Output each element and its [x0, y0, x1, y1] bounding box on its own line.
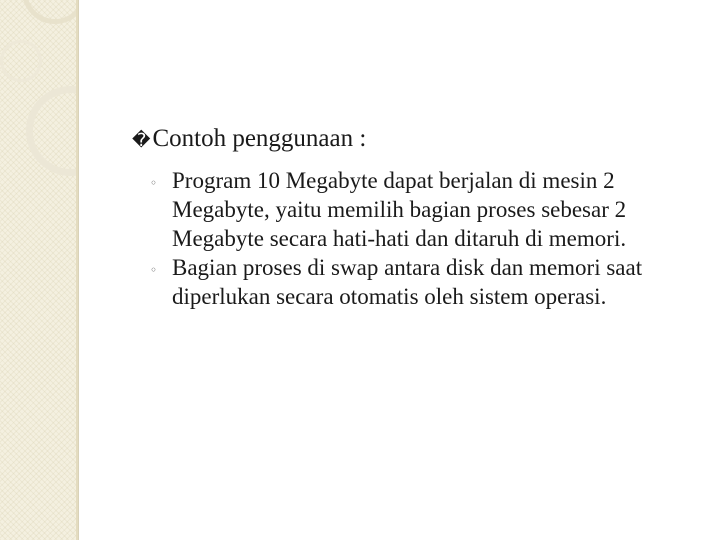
list-item	[150, 166, 702, 253]
decorative-side-band	[0, 0, 79, 540]
heading-bullet-glyph: �	[132, 130, 151, 151]
band-edge-divider	[76, 0, 78, 540]
bullet-circle-icon: ◦	[150, 263, 158, 277]
bullet-circle-icon: ◦	[150, 176, 158, 190]
list-item	[150, 253, 702, 311]
decorative-ring	[26, 86, 79, 176]
bullet-text: Bagian proses di swap antara disk dan memori saat diperlukan secara otomatis oleh sistem operasi.	[172, 255, 643, 309]
decorative-ring	[22, 0, 79, 24]
bullet-list	[150, 166, 702, 311]
heading-text: Contoh penggunaan :	[152, 125, 367, 152]
decorative-ring	[0, 40, 42, 82]
bullet-text: Program 10 Megabyte dapat berjalan di mesin 2 Megabyte, yaitu memilih bagian proses sebesar 2 Megabyte secara hati-hati dan ditaruh di memori.	[172, 168, 627, 251]
slide-heading	[132, 122, 702, 158]
slide-content	[132, 122, 702, 311]
